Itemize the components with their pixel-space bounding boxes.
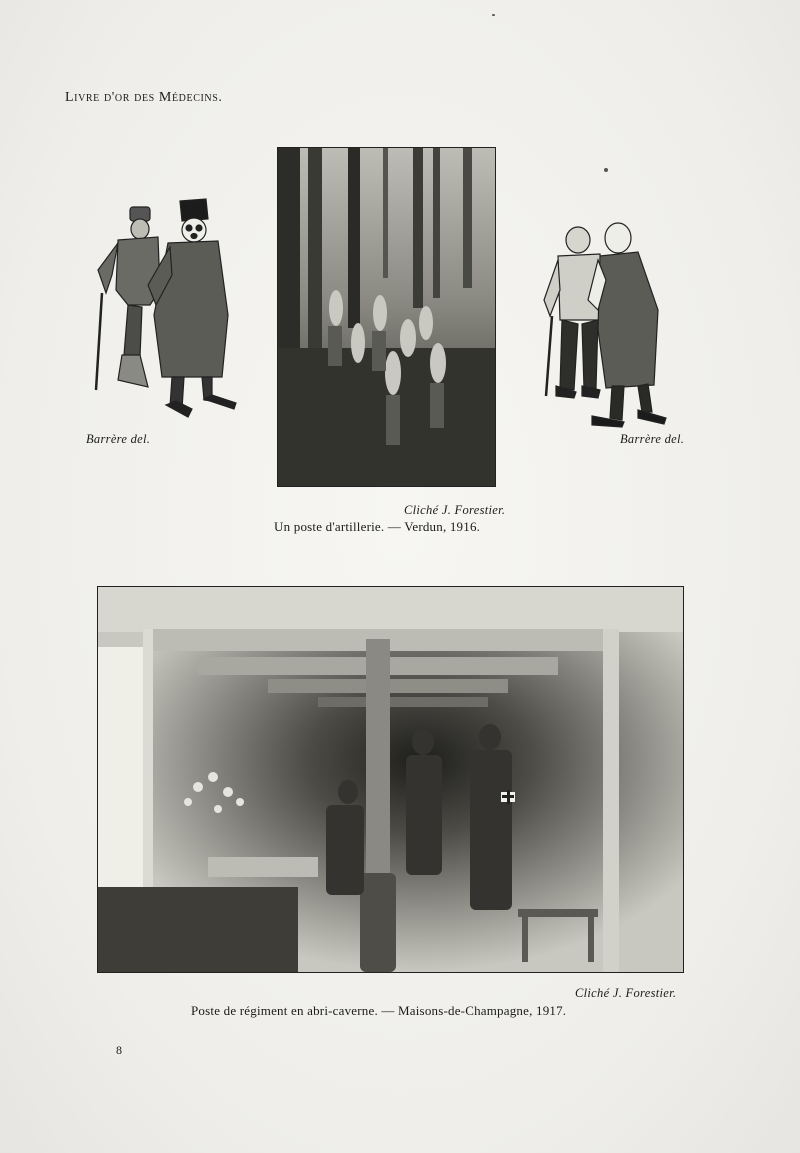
bottom-photo-caption: Poste de régiment en abri-caverne. — Maisons-de-Champagne, 1917. <box>191 1003 567 1018</box>
top-photo-caption: Un poste d'artillerie. — Verdun, 1916. <box>274 519 481 534</box>
right-drawing-credit: Barrère del. <box>620 432 685 446</box>
bottom-photo-credit: Cliché J. Forestier. <box>575 986 677 1000</box>
left-drawing-credit: Barrère del. <box>86 432 151 446</box>
photo-artillery-post <box>277 147 496 487</box>
top-photo-credit: Cliché J. Forestier. <box>404 503 506 517</box>
paper-speck <box>604 168 608 172</box>
photo-regimental-post <box>97 586 684 973</box>
left-drawing-soldiers <box>88 195 248 430</box>
running-header: Livre d'or des Médecins. <box>65 90 223 105</box>
right-drawing-soldiers <box>538 220 673 435</box>
paper-speck <box>492 14 495 16</box>
cave-shelter-photo-image <box>98 587 683 972</box>
page-number: 8 <box>116 1043 122 1057</box>
forest-photo-image <box>278 148 495 486</box>
